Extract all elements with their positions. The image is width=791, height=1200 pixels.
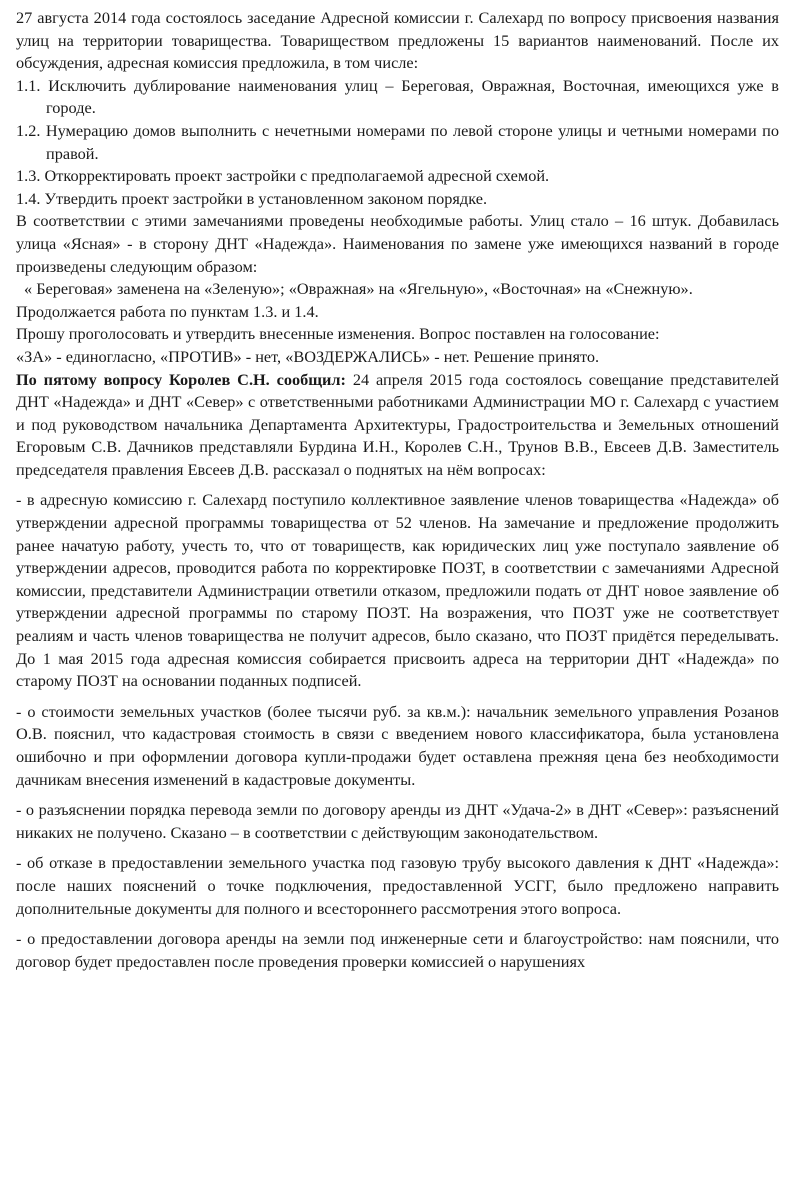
paragraph-renames: « Береговая» заменена на «Зеленую»; «Овражная» на «Ягельную», «Восточная» на «Снежную». [24,279,693,299]
fifth-question-text: 24 апреля 2015 года состоялось совещание представителей ДНТ «Надежда» и ДНТ «Север» с ответственными работниками Администрации МО г. Салехард с участием и под руководством начальника Департамента Архитектуры, Градостроительства и Земельных отношений Егоровым С.В. Дачников представляли Бурдина И.Н., Королев С.Н., Трунов В.В., Евсеев Д.В. Заместитель председателя правления Евсеев Д.В. рассказал о поднятых на нём вопросах: [16,369,780,479]
paragraph-gas-pipe: - об отказе в предоставлении земельного участка под газовую трубу высокого давления к ДНТ «Надежда»: после наших пояснений о точке подключения, предоставленной УСГГ, было предложено направить дополнительные документы для полного и всестороннего рассмотрения этого вопроса. [16,853,779,918]
paragraph-continues: Продолжается работа по пунктам 1.3. и 1.4. [16,301,319,321]
paragraph-fifth-question [16,369,779,482]
paragraph-address-commission: - в адресную комиссию г. Салехард поступило коллективное заявление членов товарищества «Надежда» об утверждении адресной программы товарищества от 52 членов. На замечание и предложение продолжить ранее начатую работу, учесть то, что от товариществ, как юридических лиц уже поступало заявление об утверждении адресов, проводится работа по корректировке ПОЗТ, в соответствии с замечаниями Адресной комиссии, представители Администрации ответили отказом, предложили подать от ДНТ новое заявление об утверждении адресной программы по старому ПОЗТ. На возражения, что ПОЗТ уже не соответствует реалиям и часть членов товарищества не получит адресов, было сказано, что ПОЗТ придётся переделывать. До 1 мая 2015 года адресная комиссия собирается присвоить адреса на территории ДНТ «Надежда» по старому ПОЗТ на основании поданных подписей. [16,490,779,691]
paragraph-vote-result: «ЗА» - единогласно, «ПРОТИВ» - нет, «ВОЗДЕРЖАЛИСЬ» - нет. Решение принято. [16,346,600,366]
paragraph-intro: 27 августа 2014 года состоялось заседание Адресной комиссии г. Салехард по вопросу присвоения названия улиц на территории товарищества. Товариществом предложены 15 вариантов наименований. После их обсуждения, адресная комиссия предложила, в том числе: [16,8,779,73]
paragraph-lease-agreement: - о предоставлении договора аренды на земли под инженерные сети и благоустройство: нам пояснили, что договор будет предоставлен после проведения проверки комиссией о нарушениях [16,929,779,971]
paragraph-land-cost: - о стоимости земельных участков (более тысячи руб. за кв.м.): начальник земельного управления Розанов О.В. пояснил, что кадастровая стоимость в связи с введением нового классификатора, была установлена ошибочно и при оформлении договора купли-продажи будет оставлена прежняя цена без необходимости дачникам внесения изменений в кадастровые документы. [16,701,779,789]
list-item-1-1: 1.1. Исключить дублирование наименования улиц – Береговая, Овражная, Восточная, имеющихся уже в городе. [16,75,779,118]
list-item-1-2: 1.2. Нумерацию домов выполнить с нечетными номерами по левой стороне улицы и четными номерами по правой. [16,120,779,163]
paragraph-vote-request: Прошу проголосовать и утвердить внесенные изменения. Вопрос поставлен на голосование: [16,324,660,344]
paragraph-corrections: В соответствии с этими замечаниями проведены необходимые работы. Улиц стало – 16 штук. Добавилась улица «Ясная» - в сторону ДНТ «Надежда». Наименования по замене уже имеющихся названий в городе произведены следующим образом: [16,211,779,276]
list-item-1-3: 1.3. Откорректировать проект застройки с предполагаемой адресной схемой. [16,166,550,186]
list-item-1-4: 1.4. Утвердить проект застройки в установленном законом порядке. [16,188,488,208]
paragraph-land-transfer: - о разъяснении порядка перевода земли по договору аренды из ДНТ «Удача-2» в ДНТ «Север»: разъяснений никаких не получено. Сказано – в соответствии с действующим законодательством. [16,800,779,842]
fifth-question-heading: По пятому вопросу Королев С.Н. сообщил: [16,369,346,389]
